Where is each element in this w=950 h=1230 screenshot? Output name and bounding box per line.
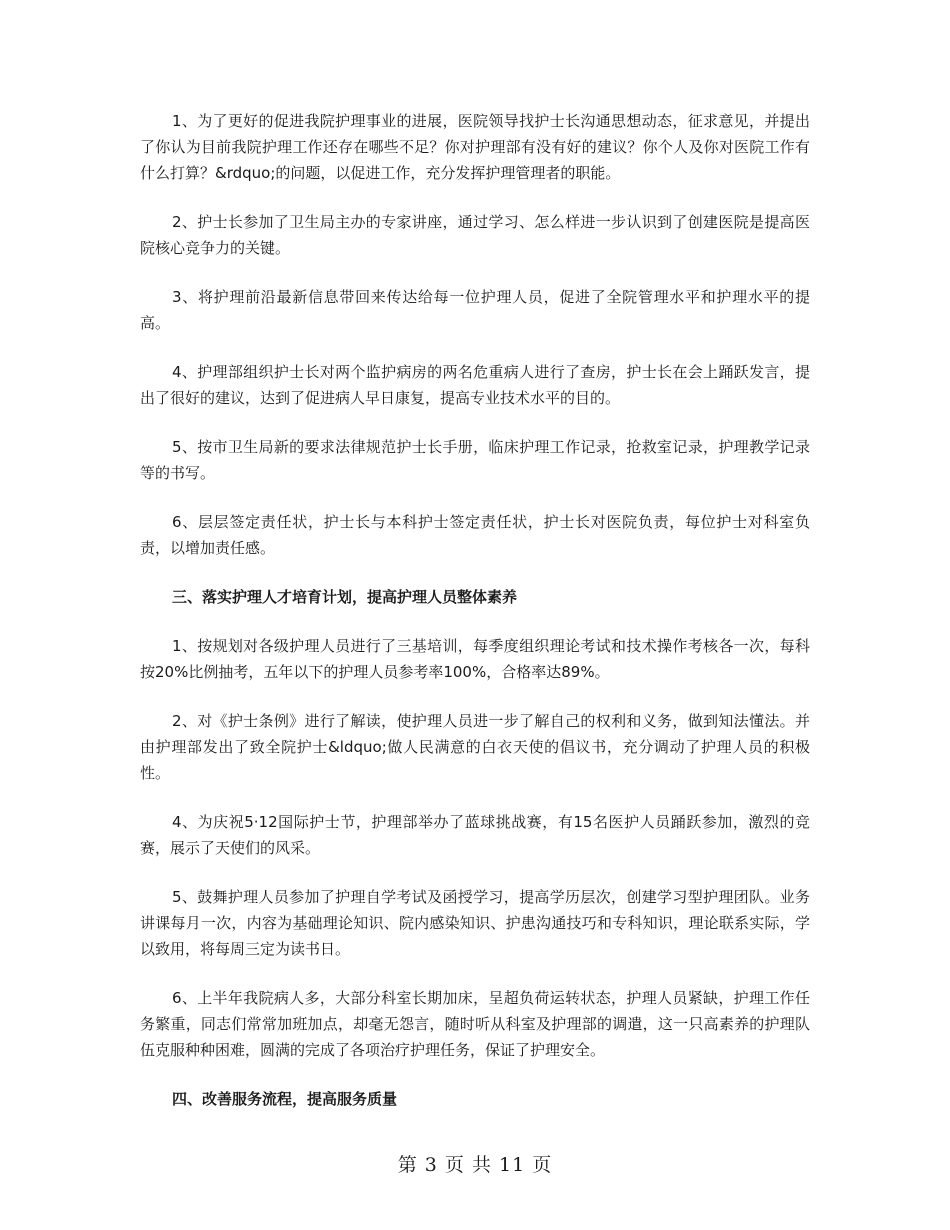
section-heading: 四、改善服务流程，提高服务质量 xyxy=(172,1090,398,1108)
paragraph: 5、鼓舞护理人员参加了护理自学考试及函授学习，提高学历层次，创建学习型护理团队。业务讲课每月一次，内容为基础理论知识、院内感染知识、护患沟通技巧和专科知识，理论联系实际，学以致用，将每周三定为读书日。 xyxy=(140,888,810,958)
page-number-footer: 第 3 页 共 11 页 xyxy=(397,1154,553,1176)
section-heading: 三、落实护理人才培育计划，提高护理人员整体素养 xyxy=(172,588,518,606)
paragraph: 2、护士长参加了卫生局主办的专家讲座，通过学习、怎么样进一步认识到了创建医院是提高医院核心竞争力的关键。 xyxy=(140,213,810,257)
paragraph: 1、按规划对各级护理人员进行了三基培训，每季度组织理论考试和技术操作考核各一次，每科按20%比例抽考，五年以下的护理人员参考率100%，合格率达89%。 xyxy=(140,637,810,681)
paragraph: 6、上半年我院病人多，大部分科室长期加床，呈超负荷运转状态，护理人员紧缺，护理工作任务繁重，同志们常常加班加点，却毫无怨言，随时听从科室及护理部的调遣，这一只高素养的护理队伍克服种种困难，圆满的完成了各项治疗护理任务，保证了护理安全。 xyxy=(140,989,810,1059)
document-body xyxy=(140,108,810,1135)
paragraph: 5、按市卫生局新的要求法律规范护士长手册，临床护理工作记录，抢救室记录，护理教学记录等的书写。 xyxy=(140,438,810,482)
paragraph: 4、为庆祝5·12国际护士节，护理部举办了蓝球挑战赛，有15名医护人员踊跃参加，激烈的竞赛，展示了天使们的风采。 xyxy=(140,813,810,857)
paragraph: 1、为了更好的促进我院护理事业的进展，医院领导找护士长沟通思想动态，征求意见，并提出了你认为目前我院护理工作还存在哪些不足？你对护理部有没有好的建议？你个人及你对医院工作有什么打算？&rdquo;的问题，以促进工作，充分发挥护理管理者的职能。 xyxy=(140,112,810,182)
paragraph: 3、将护理前沿最新信息带回来传达给每一位护理人员，促进了全院管理水平和护理水平的提高。 xyxy=(140,288,810,332)
paragraph: 4、护理部组织护士长对两个监护病房的两名危重病人进行了查房，护士长在会上踊跃发言，提出了很好的建议，达到了促进病人早日康复，提高专业技术水平的目的。 xyxy=(140,363,810,407)
paragraph: 2、对《护士条例》进行了解读，使护理人员进一步了解自己的权利和义务，做到知法懂法。并由护理部发出了致全院护士&ldquo;做人民满意的白衣天使的倡议书，充分调动了护理人员的积极性。 xyxy=(140,712,810,782)
paragraph: 6、层层签定责任状，护士长与本科护士签定责任状，护士长对医院负责，每位护士对科室负责，以增加责任感。 xyxy=(140,513,810,557)
